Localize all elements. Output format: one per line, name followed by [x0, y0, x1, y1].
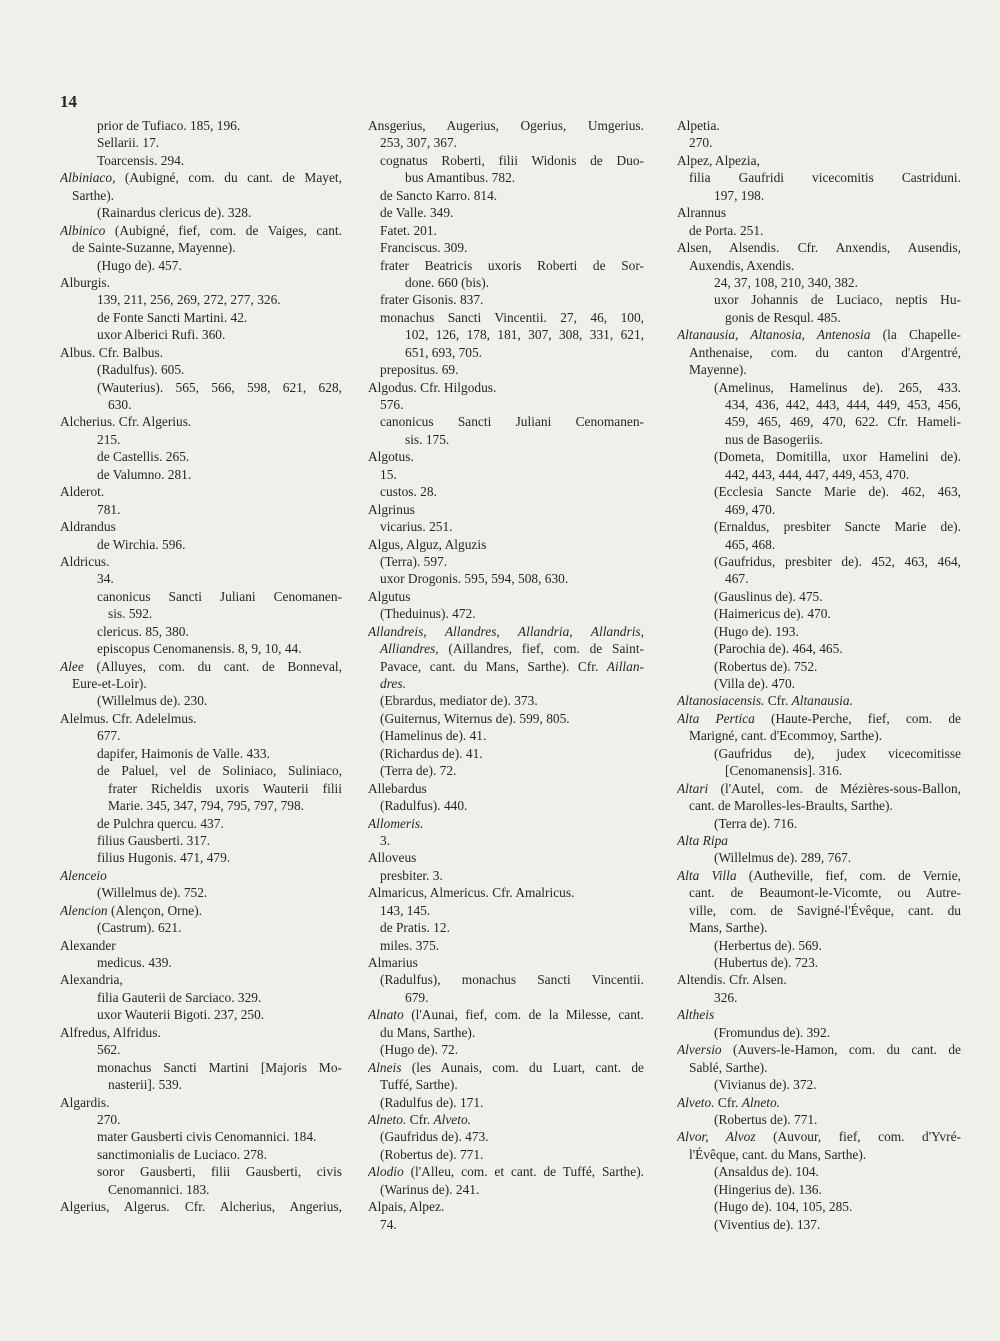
index-entry-line: Alversio (Auvers-le-Hamon, com. du cant. de	[677, 1042, 961, 1058]
index-entry-line: canonicus Sancti Juliani Cenomanen-	[97, 588, 342, 604]
index-entry-line: Alsen, Alsendis. Cfr. Anxendis, Ausendis,	[677, 240, 961, 256]
index-entry-line: (Robertus de). 771.	[380, 1146, 484, 1162]
index-entry-line: (Robertus de). 752.	[714, 658, 818, 674]
index-entry-line: (Ecclesia Sancte Marie de). 462, 463,	[714, 484, 961, 500]
index-entry-line: presbiter. 3.	[380, 867, 443, 883]
index-entry-line: Algodus. Cfr. Hilgodus.	[368, 379, 497, 395]
index-entry-line: 326.	[714, 989, 738, 1005]
index-entry-line: l'Évêque, cant. du Mans, Sarthe).	[689, 1146, 867, 1162]
index-entry-line: Sarthe).	[72, 187, 115, 203]
index-entry-line: (Gaufridus de). 473.	[380, 1129, 489, 1145]
index-entry-line: (Radulfus de). 171.	[380, 1094, 484, 1110]
index-entry-line: Alencion (Alençon, Orne).	[60, 902, 203, 918]
index-entry-line: (Robertus de). 771.	[714, 1111, 818, 1127]
index-entry-line: (Radulfus). 440.	[380, 798, 468, 814]
index-entry-line: 197, 198.	[714, 187, 765, 203]
index-entry-line: (Wauterius). 565, 566, 598, 621, 628,	[97, 379, 342, 395]
index-entry-line: Alfredus, Alfridus.	[60, 1024, 161, 1040]
index-entry-line: Alpais, Alpez.	[368, 1199, 445, 1215]
index-entry-line: Alta Ripa	[677, 832, 728, 848]
index-entry-line: [Cenomanensis]. 316.	[725, 763, 843, 779]
index-entry-line: uxor Alberici Rufi. 360.	[97, 327, 226, 343]
index-entry-line: (Fromundus de). 392.	[714, 1024, 831, 1040]
index-entry-line: (Terra de). 716.	[714, 815, 798, 831]
index-entry-line: (Hamelinus de). 41.	[380, 728, 487, 744]
index-entry-line: Alburgis.	[60, 274, 110, 290]
index-entry-line: Albus. Cfr. Balbus.	[60, 344, 164, 360]
index-entry-line: Alneto. Cfr. Alveto.	[368, 1111, 472, 1127]
index-entry-line: Altanausia, Altanosia, Antenosia (la Chapelle-	[677, 327, 961, 343]
index-entry-line: (Richardus de). 41.	[380, 745, 483, 761]
index-entry-line: Alexander	[60, 937, 116, 953]
index-entry-line: Franciscus. 309.	[380, 240, 468, 256]
index-entry-line: done. 660 (bis).	[405, 274, 490, 290]
index-entry-line: de Sainte-Suzanne, Mayenne).	[72, 240, 236, 256]
index-entry-line: (Hugo de). 457.	[97, 257, 182, 273]
index-entry-line: Sablé, Sarthe).	[689, 1059, 768, 1075]
index-entry-line: gonis de Resqul. 485.	[725, 309, 841, 325]
index-entry-line: 139, 211, 256, 269, 272, 277, 326.	[97, 292, 281, 308]
index-entry-line: 467.	[725, 571, 749, 587]
index-entry-line: du Mans, Sarthe).	[380, 1024, 476, 1040]
index-entry-line: de Porta. 251.	[689, 222, 764, 238]
index-entry-line: Mayenne).	[689, 362, 747, 378]
index-entry-line: Allomeris.	[368, 815, 424, 831]
index-entry-line: Alcherius. Cfr. Algerius.	[60, 414, 192, 430]
index-entry-line: 679.	[405, 989, 429, 1005]
index-entry-line: (Ebrardus, mediator de). 373.	[380, 693, 538, 709]
index-entry-line: Sellarii. 17.	[97, 135, 160, 151]
index-entry-line: Aldrandus	[60, 519, 116, 535]
index-entry-line: 576.	[380, 397, 404, 412]
index-entry-line: (Hugo de). 104, 105, 285.	[714, 1199, 853, 1215]
index-entry-line: 465, 468.	[725, 536, 776, 552]
index-entry-line: de Fonte Sancti Martini. 42.	[97, 309, 248, 325]
index-entry-line: 24, 37, 108, 210, 340, 382.	[714, 274, 858, 290]
index-entry-line: mater Gausberti civis Cenomannici. 184.	[97, 1129, 317, 1145]
index-entry-line: frater Gisonis. 837.	[380, 292, 484, 308]
index-entry-line: (Ernaldus, presbiter Sancte Marie de).	[714, 519, 961, 535]
index-entry-line: Altheis	[677, 1007, 715, 1023]
index-entry-line: 442, 443, 444, 447, 449, 453, 470.	[725, 466, 910, 482]
index-entry-line: 469, 470.	[725, 501, 776, 517]
index-entry-line: sis. 592.	[108, 606, 153, 622]
index-entry-line: (Willelmus de). 752.	[97, 885, 208, 901]
index-entry-line: ville, com. de Savigné-l'Évêque, cant. du	[689, 902, 961, 918]
index-entry-line: Toarcensis. 294.	[97, 152, 185, 168]
index-entry-line: Cenomannici. 183.	[108, 1181, 210, 1197]
index-entry-line: Alenceio	[60, 867, 107, 883]
index-entry-line: uxor Johannis de Luciaco, neptis Hu-	[714, 292, 961, 308]
index-entry-line: monachus Sancti Vincentii. 27, 46, 100,	[380, 309, 644, 325]
index-entry-line: 677.	[97, 728, 121, 744]
index-entry-line: filius Hugonis. 471, 479.	[97, 850, 231, 866]
index-entry-line: cognatus Roberti, filii Widonis de Duo-	[380, 152, 644, 168]
index-entry-line: (Hingerius de). 136.	[714, 1181, 822, 1197]
index-entry-line: Algrinus	[368, 501, 415, 517]
index-entry-line: 253, 307, 367.	[380, 135, 457, 151]
index-entry-line: uxor Drogonis. 595, 594, 508, 630.	[380, 571, 569, 587]
index-entry-line: (Gaufridus de), judex vicecomitisse	[714, 745, 961, 761]
index-entry-line: Allandreis, Allandres, Allandria, Allandris,	[368, 623, 644, 639]
index-entry-line: 215.	[97, 431, 121, 447]
index-entry-line: (Hugo de). 72.	[380, 1042, 459, 1058]
index-entry-line: Algerius, Algerus. Cfr. Alcherius, Angerius,	[60, 1199, 342, 1215]
index-entry-line: de Paluel, vel de Soliniaco, Suliniaco,	[97, 763, 342, 779]
index-entry-line: (Hubertus de). 723.	[714, 955, 819, 970]
index-entry-line: 562.	[97, 1042, 121, 1058]
index-entry-line: (Gaufridus, presbiter de). 452, 463, 464,	[714, 553, 961, 569]
index-entry-line: (Gauslinus de). 475.	[714, 588, 823, 604]
index-entry-line: (Dometa, Domitilla, uxor Hamelini de).	[714, 449, 961, 465]
index-entry-line: Algutus	[368, 588, 411, 604]
index-entry-line: nus de Basogeriis.	[725, 431, 823, 447]
index-entry-line: Tuffé, Sarthe).	[380, 1077, 458, 1093]
index-entry-line: Allebardus	[368, 780, 427, 796]
index-entry-line: 270.	[689, 135, 713, 151]
index-entry-line: Eure-et-Loir).	[72, 676, 147, 691]
index-entry-line: (Viventius de). 137.	[714, 1216, 821, 1232]
index-entry-line: Anthenaise, com. du canton d'Argentré,	[689, 344, 961, 360]
index-entry-line: (Haimericus de). 470.	[714, 606, 831, 622]
index-entry-line: soror Gausberti, filii Gausberti, civis	[97, 1164, 342, 1180]
index-entry-line: Alpetia.	[677, 118, 720, 133]
index-entry-line: uxor Wauterii Bigoti. 237, 250.	[97, 1007, 265, 1023]
index-entry-line: (Castrum). 621.	[97, 920, 182, 936]
index-entry-line: episcopus Cenomanensis. 8, 9, 10, 44.	[97, 641, 302, 657]
index-entry-line: Mans, Sarthe).	[689, 920, 768, 936]
index-entry-line: miles. 375.	[380, 937, 440, 953]
index-entry-line: dapifer, Haimonis de Valle. 433.	[97, 745, 270, 761]
index-entry-line: 630.	[108, 397, 132, 412]
index-entry-line: Alneis (les Aunais, com. du Luart, cant. de	[368, 1059, 644, 1075]
index-column-2	[368, 117, 644, 1233]
index-entry-line: cant. de Beaumont-le-Vicomte, ou Autre-	[689, 885, 961, 901]
index-entry-line: Pavace, cant. du Mans, Sarthe). Cfr. Aillan-	[380, 658, 644, 674]
index-entry-line: filia Gauterii de Sarciaco. 329.	[97, 989, 262, 1005]
index-entry-line: Alveto. Cfr. Alneto.	[677, 1094, 781, 1110]
index-entry-line: sanctimonialis de Luciaco. 278.	[97, 1146, 267, 1162]
index-entry-line: Algardis.	[60, 1094, 110, 1110]
index-entry-line: dres.	[380, 676, 406, 691]
index-entry-line: prior de Tufiaco. 185, 196.	[97, 118, 241, 133]
index-entry-line: (Theduinus). 472.	[380, 606, 476, 622]
index-entry-line: 434, 436, 442, 443, 444, 449, 453, 456,	[725, 397, 961, 412]
index-entry-line: medicus. 439.	[97, 955, 172, 970]
index-entry-line: Albinico (Aubigné, fief, com. de Vaiges, cant.	[60, 222, 342, 238]
index-entry-line: Alodio (l'Alleu, com. et cant. de Tuffé, Sarthe).	[368, 1164, 644, 1180]
index-entry-line: de Wirchia. 596.	[97, 536, 186, 552]
index-entry-line: filia Gaufridi vicecomitis Castriduni.	[689, 170, 961, 186]
index-entry-line: 781.	[97, 501, 121, 517]
index-entry-line: Altanosiacensis. Cfr. Altanausia.	[677, 693, 853, 709]
index-entry-line: de Valumno. 281.	[97, 466, 192, 482]
index-entry-line: (Warinus de). 241.	[380, 1181, 480, 1197]
index-entry-line: Fatet. 201.	[380, 222, 437, 238]
index-entry-line: nasterii]. 539.	[108, 1077, 183, 1093]
index-entry-line: Alderot.	[60, 484, 105, 500]
index-entry-line: (Radulfus). 605.	[97, 362, 185, 378]
index-entry-line: de Pratis. 12.	[380, 920, 450, 936]
index-entry-line: Alta Villa (Autheville, fief, com. de Vernie,	[677, 867, 961, 883]
index-entry-line: (Villa de). 470.	[714, 676, 796, 691]
index-entry-line: (Terra de). 72.	[380, 763, 457, 779]
index-entry-line: 74.	[380, 1216, 397, 1232]
index-entry-line: 102, 126, 178, 181, 307, 308, 331, 621,	[405, 327, 644, 343]
index-entry-line: de Valle. 349.	[380, 205, 454, 221]
index-entry-line: Altari (l'Autel, com. de Mézières-sous-Ballon,	[677, 780, 961, 796]
index-entry-line: Alexandria,	[60, 972, 123, 988]
index-entry-line: de Castellis. 265.	[97, 449, 190, 465]
index-entry-line: Alliandres, (Aillandres, fief, com. de Saint-	[380, 641, 644, 657]
index-entry-line: (Willelmus de). 289, 767.	[714, 850, 852, 866]
index-entry-line: Altendis. Cfr. Alsen.	[677, 972, 787, 988]
index-entry-line: Alelmus. Cfr. Adelelmus.	[60, 710, 197, 726]
index-entry-line: Algus, Alguz, Alguzis	[368, 536, 487, 552]
index-column-3	[677, 117, 961, 1233]
index-entry-line: frater Beatricis uxoris Roberti de Sor-	[380, 257, 644, 273]
index-entry-line: Alta Pertica (Haute-Perche, fief, com. de	[677, 710, 961, 726]
index-entry-line: Marie. 345, 347, 794, 795, 797, 798.	[108, 798, 305, 814]
index-entry-line: Alvor, Alvoz (Auvour, fief, com. d'Yvré-	[677, 1129, 961, 1145]
index-entry-line: Ansgerius, Augerius, Ogerius, Umgerius.	[368, 118, 644, 133]
index-entry-line: custos. 28.	[380, 484, 437, 500]
index-entry-line: 270.	[97, 1111, 121, 1127]
index-entry-line: de Pulchra quercu. 437.	[97, 815, 224, 831]
index-entry-line: Almarius	[368, 955, 418, 970]
index-entry-line: (Willelmus de). 230.	[97, 693, 208, 709]
index-entry-line: Alpez, Alpezia,	[677, 152, 760, 168]
index-entry-line: Alrannus	[677, 205, 727, 221]
index-entry-line: (Vivianus de). 372.	[714, 1077, 817, 1093]
index-entry-line: bus Amantibus. 782.	[405, 170, 516, 186]
index-entry-line: 143, 145.	[380, 902, 431, 918]
index-entry-line: Alee (Alluyes, com. du cant. de Bonneval,	[60, 658, 342, 674]
index-entry-line: 15.	[380, 466, 397, 482]
index-entry-line: (Radulfus), monachus Sancti Vincentii.	[380, 972, 644, 988]
index-entry-line: canonicus Sancti Juliani Cenomanen-	[380, 414, 644, 430]
index-entry-line: Alnato (l'Aunai, fief, com. de la Milesse, cant.	[368, 1007, 644, 1023]
index-entry-line: Alloveus	[368, 850, 417, 866]
index-entry-line: Auxendis, Axendis.	[689, 257, 795, 273]
index-entry-line: (Parochia de). 464, 465.	[714, 641, 843, 657]
index-entry-line: vicarius. 251.	[380, 519, 453, 535]
index-entry-line: filius Gausberti. 317.	[97, 832, 211, 848]
index-entry-line: cant. de Marolles-les-Braults, Sarthe).	[689, 798, 893, 814]
index-entry-line: 459, 465, 469, 470, 622. Cfr. Hameli-	[725, 414, 961, 430]
index-entry-line: (Guiternus, Witernus de). 599, 805.	[380, 710, 570, 726]
index-entry-line: sis. 175.	[405, 431, 450, 447]
index-entry-line: Almaricus, Almericus. Cfr. Amalricus.	[368, 885, 575, 901]
index-entry-line: (Hugo de). 193.	[714, 623, 799, 639]
index-entry-line: Albiniaco, (Aubigné, com. du cant. de Mayet,	[60, 170, 342, 186]
index-entry-line: frater Richeldis uxoris Wauterii filii	[108, 780, 342, 796]
index-entry-line: (Amelinus, Hamelinus de). 265, 433.	[714, 379, 961, 395]
index-column-1	[60, 117, 342, 1216]
index-entry-line: Aldricus.	[60, 553, 110, 569]
index-entry-line: (Herbertus de). 569.	[714, 937, 822, 953]
index-entry-line: prepositus. 69.	[380, 362, 459, 378]
index-entry-line: (Ansaldus de). 104.	[714, 1164, 819, 1180]
index-entry-line: de Sancto Karro. 814.	[380, 187, 498, 203]
index-entry-line: 34.	[97, 571, 114, 587]
page-number: 14	[60, 92, 77, 111]
index-entry-line: 651, 693, 705.	[405, 344, 482, 360]
index-entry-line: (Rainardus clericus de). 328.	[97, 205, 252, 221]
index-entry-line: 3.	[380, 832, 391, 848]
index-entry-line: Marigné, cant. d'Ecommoy, Sarthe).	[689, 728, 883, 744]
index-entry-line: monachus Sancti Martini [Majoris Mo-	[97, 1059, 342, 1075]
index-entry-line: clericus. 85, 380.	[97, 623, 189, 639]
index-entry-line: (Terra). 597.	[380, 553, 448, 569]
index-entry-line: Algotus.	[368, 449, 414, 465]
